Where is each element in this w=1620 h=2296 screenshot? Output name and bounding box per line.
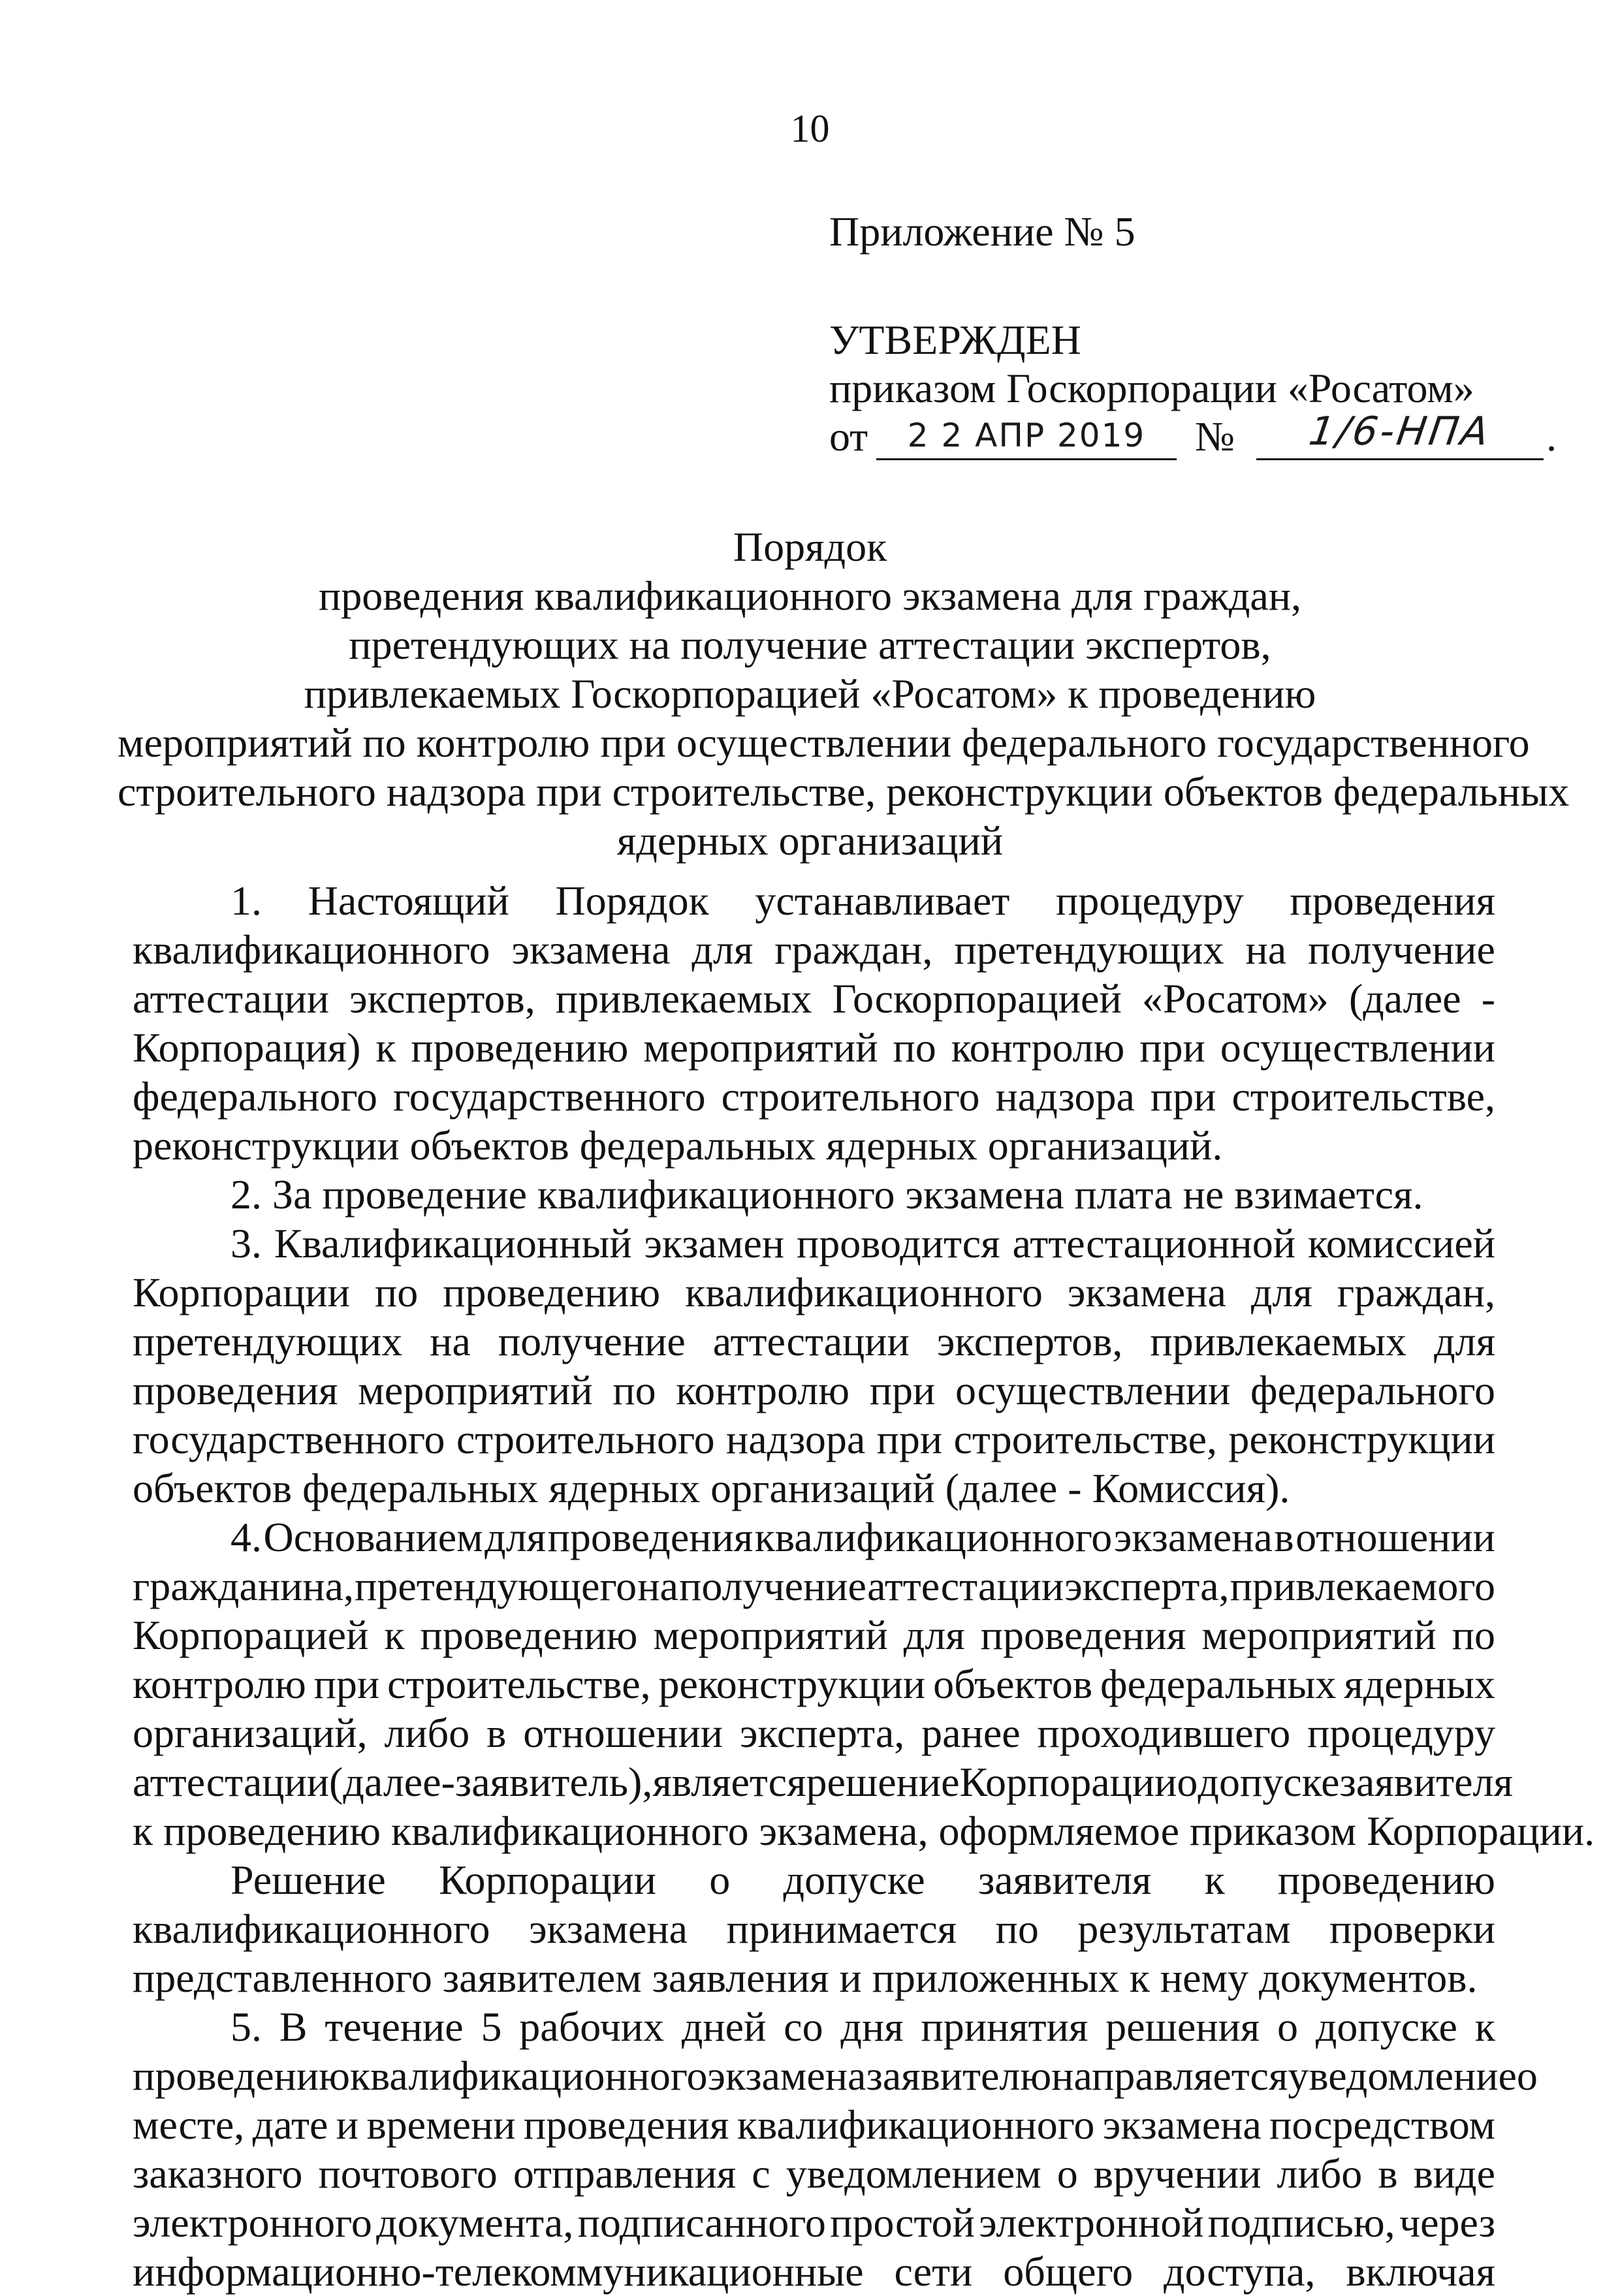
date-underline [876, 458, 1177, 460]
paragraph-line: 3. Квалификационный экзамен проводится аттестационной комиссией [230, 1220, 1495, 1266]
number-label: № [1195, 413, 1235, 460]
title-line: ядерных организаций [616, 817, 1004, 864]
paragraph-line: 1. Настоящий Порядок устанавливает процедуру проведения [230, 877, 1495, 924]
title-line: претендующих на получение аттестации экспертов, [349, 621, 1271, 668]
paragraph-line: к проведению квалификационного экзамена, оформляемое приказом Корпорации. [133, 1808, 1595, 1854]
from-label: от [829, 413, 868, 460]
paragraph [133, 876, 1495, 1170]
end-dot: . [1546, 413, 1557, 460]
paragraph-line: 2. За проведение квалификационного экзамена плата не взимается. [230, 1171, 1423, 1218]
title-line: мероприятий по контролю при осуществлении федерального государственного [118, 719, 1530, 766]
page-number: 10 [790, 107, 830, 150]
number-underline [1256, 458, 1544, 460]
paragraph-line: Корпорации по проведению квалификационного экзамена для граждан, [133, 1269, 1495, 1315]
paragraph-line: Корпорацией к проведению мероприятий для проведения мероприятий по [133, 1612, 1495, 1658]
appendix-label: Приложение № 5 [829, 208, 1136, 255]
paragraph-line: контролю при строительстве, реконструкции объектов федеральных ядерных [133, 1661, 1495, 1707]
paragraph-line: квалификационного экзамена для граждан, претендующих на получение [133, 926, 1495, 973]
paragraph-line: аттестации (далее - заявитель), является решение Корпорации о допуске заявителя [133, 1759, 1513, 1805]
paragraph-line: федерального государственного строительного надзора при строительстве, [133, 1073, 1495, 1120]
handwritten-order-number: 1/6-НПА [1306, 409, 1494, 454]
title-line: проведения квалификационного экзамена для граждан, [318, 573, 1302, 619]
paragraph-line: объектов федеральных ядерных организаций (далее - Комиссия). [133, 1465, 1290, 1511]
paragraph-line: 5. В течение 5 рабочих дней со дня принятия решения о допуске к [230, 2004, 1495, 2050]
paragraph [133, 1513, 1595, 1855]
paragraph-line: гражданина, претендующего на получение аттестации эксперта, привлекаемого [133, 1563, 1495, 1609]
paragraph-line: электронного документа, подписанного простой электронной подписью, через [133, 2199, 1495, 2246]
paragraph-line: месте, дате и времени проведения квалификационного экзамена посредством [133, 2101, 1495, 2148]
paragraph-line: проведению квалификационного экзамена заявителю направляется уведомление о [133, 2052, 1538, 2099]
paragraph-line: организаций, либо в отношении эксперта, ранее проходившего процедуру [133, 1710, 1495, 1756]
approved-label: УТВЕРЖДЕН [829, 317, 1081, 363]
title-line: строительного надзора при строительстве, реконструкции объектов федеральных [118, 768, 1570, 815]
paragraph-line: проведения мероприятий по контролю при осуществлении федерального [133, 1367, 1495, 1413]
paragraph-line: информационно-телекоммуникационные сети общего доступа, включая [133, 2248, 1495, 2295]
paragraph-line: 4. Основанием для проведения квалификационного экзамена в отношении [230, 1514, 1495, 1560]
paragraph-line: аттестации экспертов, привлекаемых Госкорпорацией «Росатом» (далее - [133, 975, 1495, 1022]
paragraph-line: квалификационного экзамена принимается по результатам проверки [133, 1906, 1495, 1952]
paragraph [133, 1855, 1495, 2002]
stamped-date: 2 2 АПР 2019 [907, 417, 1146, 454]
paragraph-line: представленного заявителем заявления и приложенных к нему документов. [133, 1955, 1478, 2001]
paragraph-line: заказного почтового отправления с уведомлением о вручении либо в виде [133, 2150, 1495, 2197]
approval-block [829, 208, 1557, 465]
date-number-line [829, 409, 1557, 465]
order-line: приказом Госкорпорации «Росатом» [829, 365, 1474, 411]
paragraph-line: государственного строительного надзора при строительстве, реконструкции [133, 1416, 1495, 1462]
paragraph-line: претендующих на получение аттестации экспертов, привлекаемых для [133, 1318, 1495, 1364]
document-title [118, 522, 1570, 865]
title-line: привлекаемых Госкорпорацией «Росатом» к проведению [304, 670, 1316, 717]
paragraph [133, 1170, 1495, 1219]
paragraph [133, 2002, 1538, 2296]
paragraph-line: Решение Корпорации о допуске заявителя к проведению [230, 1857, 1495, 1903]
title-heading: Порядок [733, 524, 887, 570]
paragraph [133, 1219, 1495, 1513]
paragraph-line: Корпорация) к проведению мероприятий по контролю при осуществлении [133, 1024, 1495, 1071]
paragraph-line: реконструкции объектов федеральных ядерных организаций. [133, 1122, 1223, 1169]
document-body [133, 876, 1595, 2296]
